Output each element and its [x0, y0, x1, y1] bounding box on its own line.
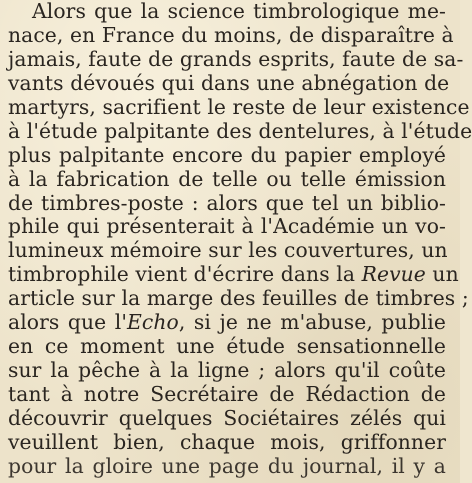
text-line: lumineux mémoire sur les couvertures, un [8, 238, 448, 263]
text-segment: alors que l' [8, 310, 128, 335]
text-line: sur la pêche à la ligne ; alors qu'il coûte [8, 358, 446, 383]
text-line: Alors que la science timbrologique me- [32, 0, 446, 23]
text-line: nace, en France du moins, de disparaître à [8, 22, 454, 47]
text-line: phile qui présenterait à l'Académie un vo- [8, 214, 446, 239]
text-line: de timbres-poste : alors que tel un biblio- [8, 190, 446, 215]
text-line: à la fabrication de telle ou telle émission [8, 166, 446, 191]
journal-title-echo: Echo [127, 310, 179, 335]
text-line: à l'étude palpitante des dentelures, à l'étude [8, 118, 472, 143]
text-line: tant à notre Secrétaire de Rédaction de [8, 382, 446, 406]
text-segment: timbrophile vient d'écrire dans la [8, 262, 362, 287]
text-line: article sur la marge des feuilles de timbres ; [8, 286, 469, 311]
text-line: veuillent bien, chaque mois, griffonner [8, 429, 446, 454]
text-segment: un [425, 262, 459, 287]
text-line: vants dévoués qui dans une abnégation de [8, 70, 450, 95]
text-line [8, 262, 459, 287]
text-line [8, 311, 446, 335]
body-paragraph [8, 0, 472, 479]
text-line: martyrs, sacrifient le reste de leur existence [8, 94, 470, 119]
text-line: découvrir quelques Sociétaires zélés qui [8, 405, 446, 430]
text-line: en ce moment une étude sensationnelle [8, 334, 446, 359]
text-line: jamais, faute de grands esprits, faute de sa- [8, 46, 464, 71]
text-line: plus palpitante encore du papier employé [8, 142, 446, 167]
text-segment: , si je ne m'abuse, publie [178, 310, 446, 335]
text-line: pour la gloire une page du journal, il y a [8, 453, 446, 478]
journal-title-revue: Revue [361, 262, 426, 287]
